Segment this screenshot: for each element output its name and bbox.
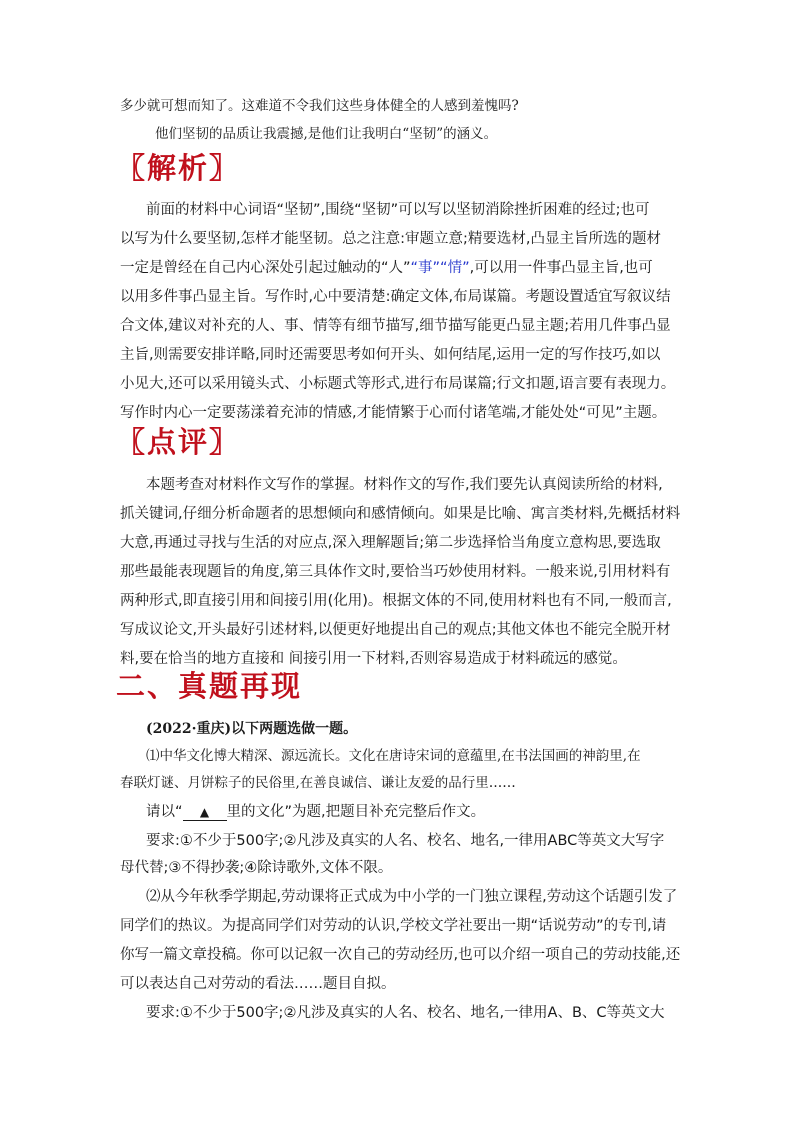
exam-intro: (2022·重庆)以下两题选做一题。 [146, 721, 358, 737]
analysis-line [120, 258, 653, 278]
analysis-line: 写作时内心一定要荡漾着充沛的情感,才能情繁于心而付诸笔端,才能处处“可见”主题。 [120, 405, 667, 421]
question-2-requirement: 要求:①不少于500字;②凡涉及真实的人名、校名、地名,一律用A、B、C等英文大 [146, 1005, 665, 1021]
comment-line: 那些最能表现题旨的角度,第三具体作文时,要恰当巧妙使用材料。一般来说,引用材料有 [120, 564, 671, 580]
prompt-prefix: 请以“ [146, 804, 183, 820]
body-text-line: 他们坚韧的品质让我震撼,是他们让我明白“坚韧”的涵义。 [155, 126, 498, 142]
question-1-requirement: 母代替;③不得抄袭;④除诗歌外,文体不限。 [120, 860, 393, 876]
prompt-suffix: 里的文化”为题,把题目补充完整后作文。 [226, 804, 486, 820]
analysis-line: 主旨,则需要安排详略,同时还需要思考如何开头、如何结尾,运用一定的写作技巧,如以 [120, 347, 661, 363]
analysis-line: 以写为什么要坚韧,怎样才能坚韧。总之注意:审题立意;精要选材,凸显主旨所选的题材 [120, 231, 661, 247]
question-2-line: 你写一篇文章投稿。你可以记叙一次自己的劳动经历,也可以介绍一项自己的劳动技能,还 [120, 947, 681, 963]
analysis-line-head: 一定是曾经在自己内心深处引起过触动的“人” [120, 260, 411, 276]
analysis-line-tail: ,可以用一件事凸显主旨,也可 [469, 260, 653, 276]
question-1-requirement: 要求:①不少于500字;②凡涉及真实的人名、校名、地名,一律用ABC等英文大写字 [146, 833, 665, 849]
comment-line: 写成议论文,开头最好引述材料,以便更好地提出自己的观点;其他文体也不能完全脱开材 [120, 622, 671, 638]
question-2-line: 同学们的热议。为提高同学们对劳动的认识,学校文学社要出一期“话说劳动”的专刊,请 [120, 918, 667, 934]
comment-line: 大意,再通过寻找与生活的对应点,深入理解题旨;第二步选择恰当角度立意构思,要选取 [120, 535, 661, 551]
question-1-line: 春联灯谜、月饼粽子的民俗里,在善良诚信、谦让友爱的品行里…… [120, 775, 516, 791]
body-text-line: 多少就可想而知了。这难道不令我们这些身体健全的人感到羞愧吗? [120, 98, 519, 114]
comment-line: 两种形式,即直接引用和间接引用(化用)。根据文体的不同,使用材料也有不同,一般而言, [120, 593, 672, 609]
question-2-line: ⑵从今年秋季学期起,劳动课将正式成为中小学的一门独立课程,劳动这个话题引发了 [146, 889, 678, 905]
analysis-line: 小见大,还可以采用镜头式、小标题式等形式,进行布局谋篇;行文扣题,语言要有表现力。 [120, 376, 676, 392]
comment-heading: 〖点评〗 [116, 425, 241, 459]
analysis-heading: 〖解析〗 [116, 151, 241, 185]
question-2-line: 可以表达自己对劳动的看法……题目自拟。 [120, 976, 396, 992]
analysis-line: 以用多件事凸显主旨。写作时,心中要清楚:确定文体,布局谋篇。考题设置适宜写叙议结 [120, 289, 671, 305]
comment-line: 抓关键词,仔细分析命题者的思想倾向和感情倾向。如果是比喻、寓言类材料,先概括材料 [120, 506, 681, 522]
analysis-line-blue: “事”“情” [410, 260, 470, 276]
comment-line: 本题考查对材料作文写作的掌握。材料作文的写作,我们要先认真阅读所给的材料, [146, 477, 663, 493]
title-blank: ▲ [183, 804, 227, 821]
question-1-line: ⑴中华文化博大精深、源远流长。文化在唐诗宋词的意蕴里,在书法国画的神韵里,在 [146, 748, 641, 764]
comment-line: 料,要在恰当的地方直接和 间接引用一下材料,否则容易造成于材料疏远的感觉。 [120, 651, 627, 667]
question-1-prompt [146, 802, 485, 822]
analysis-line: 合文体,建议对补充的人、事、情等有细节描写,细节描写能更凸显主题;若用几件事凸显 [120, 318, 671, 334]
analysis-line: 前面的材料中心词语“坚韧”,围绕“坚韧”可以写以坚韧消除挫折困难的经过;也可 [146, 202, 650, 218]
section-heading: 二、真题再现 [116, 669, 303, 703]
